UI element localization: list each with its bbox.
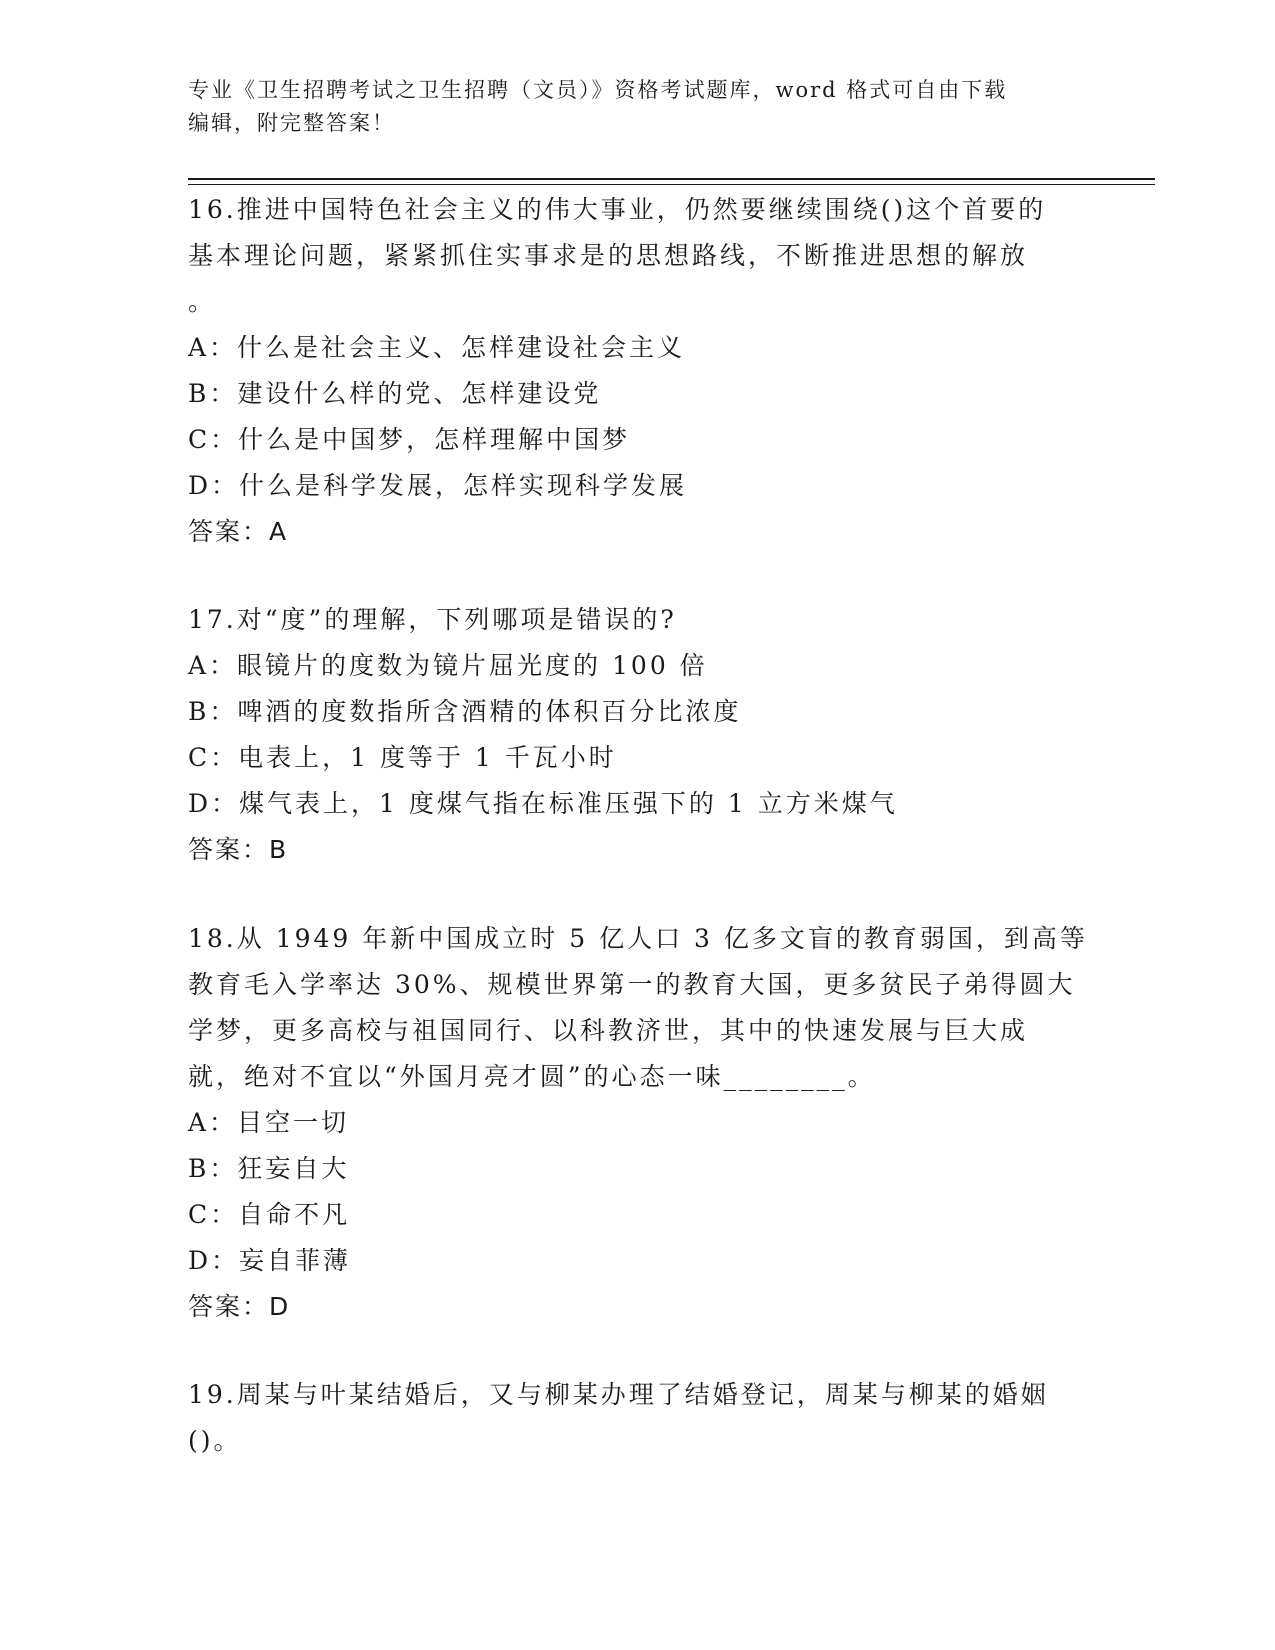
question-stem-line: 教育毛入学率达 30%、规模世界第一的教育大国，更多贫民子弟得圆大 [188,970,1076,999]
question-stem-line: 。 [188,287,217,316]
question-stem-line: 学梦，更多高校与祖国同行、以科教济世，其中的快速发展与巨大成 [188,1016,1029,1045]
header-divider-thin [188,184,1155,185]
option-a: A：眼镜片的度数为镜片屈光度的 100 倍 [188,651,708,680]
answer-label: 答案：A [188,517,289,546]
question-stem-line: ()。 [188,1426,242,1455]
answer-label: 答案：D [188,1292,291,1321]
question-stem-line: 就，绝对不宜以“外国月亮才圆”的心态一味________。 [188,1062,876,1091]
option-d: D：什么是科学发展，怎样实现科学发展 [188,471,688,500]
option-c: C：电表上，1 度等于 1 千瓦小时 [188,743,617,772]
question-16 [188,187,1088,555]
option-d: D：煤气表上，1 度煤气指在标准压强下的 1 立方米煤气 [188,789,898,818]
question-stem-line: 17.对“度”的理解，下列哪项是错误的? [188,605,677,634]
option-b: B：啤酒的度数指所含酒精的体积百分比浓度 [188,697,742,726]
question-17 [188,597,1088,873]
option-c: C：什么是中国梦，怎样理解中国梦 [188,425,631,454]
option-c: C：自命不凡 [188,1200,351,1229]
document-header [188,74,1088,140]
question-stem-line: 基本理论问题，紧紧抓住实事求是的思想路线，不断推进思想的解放 [188,241,1029,270]
option-b: B：建设什么样的党、怎样建设党 [188,379,602,408]
option-b: B：狂妄自大 [188,1154,350,1183]
header-line-2: 编辑，附完整答案！ [188,111,395,135]
option-a: A：目空一切 [188,1108,350,1137]
header-line-1: 专业《卫生招聘考试之卫生招聘（文员）》资格考试题库，word 格式可自由下载 [188,78,1008,102]
question-19 [188,1372,1088,1464]
option-a: A：什么是社会主义、怎样建设社会主义 [188,333,686,362]
question-18 [188,916,1088,1330]
question-stem-line: 18.从 1949 年新中国成立时 5 亿人口 3 亿多文盲的教育弱国，到高等 [188,924,1088,953]
answer-label: 答案：B [188,835,289,864]
header-divider [188,178,1155,180]
question-stem-line: 16.推进中国特色社会主义的伟大事业，仍然要继续围绕()这个首要的 [188,195,1047,224]
option-d: D：妄自菲薄 [188,1246,352,1275]
question-stem-line: 19.周某与叶某结婚后，又与柳某办理了结婚登记，周某与柳某的婚姻 [188,1380,1049,1409]
